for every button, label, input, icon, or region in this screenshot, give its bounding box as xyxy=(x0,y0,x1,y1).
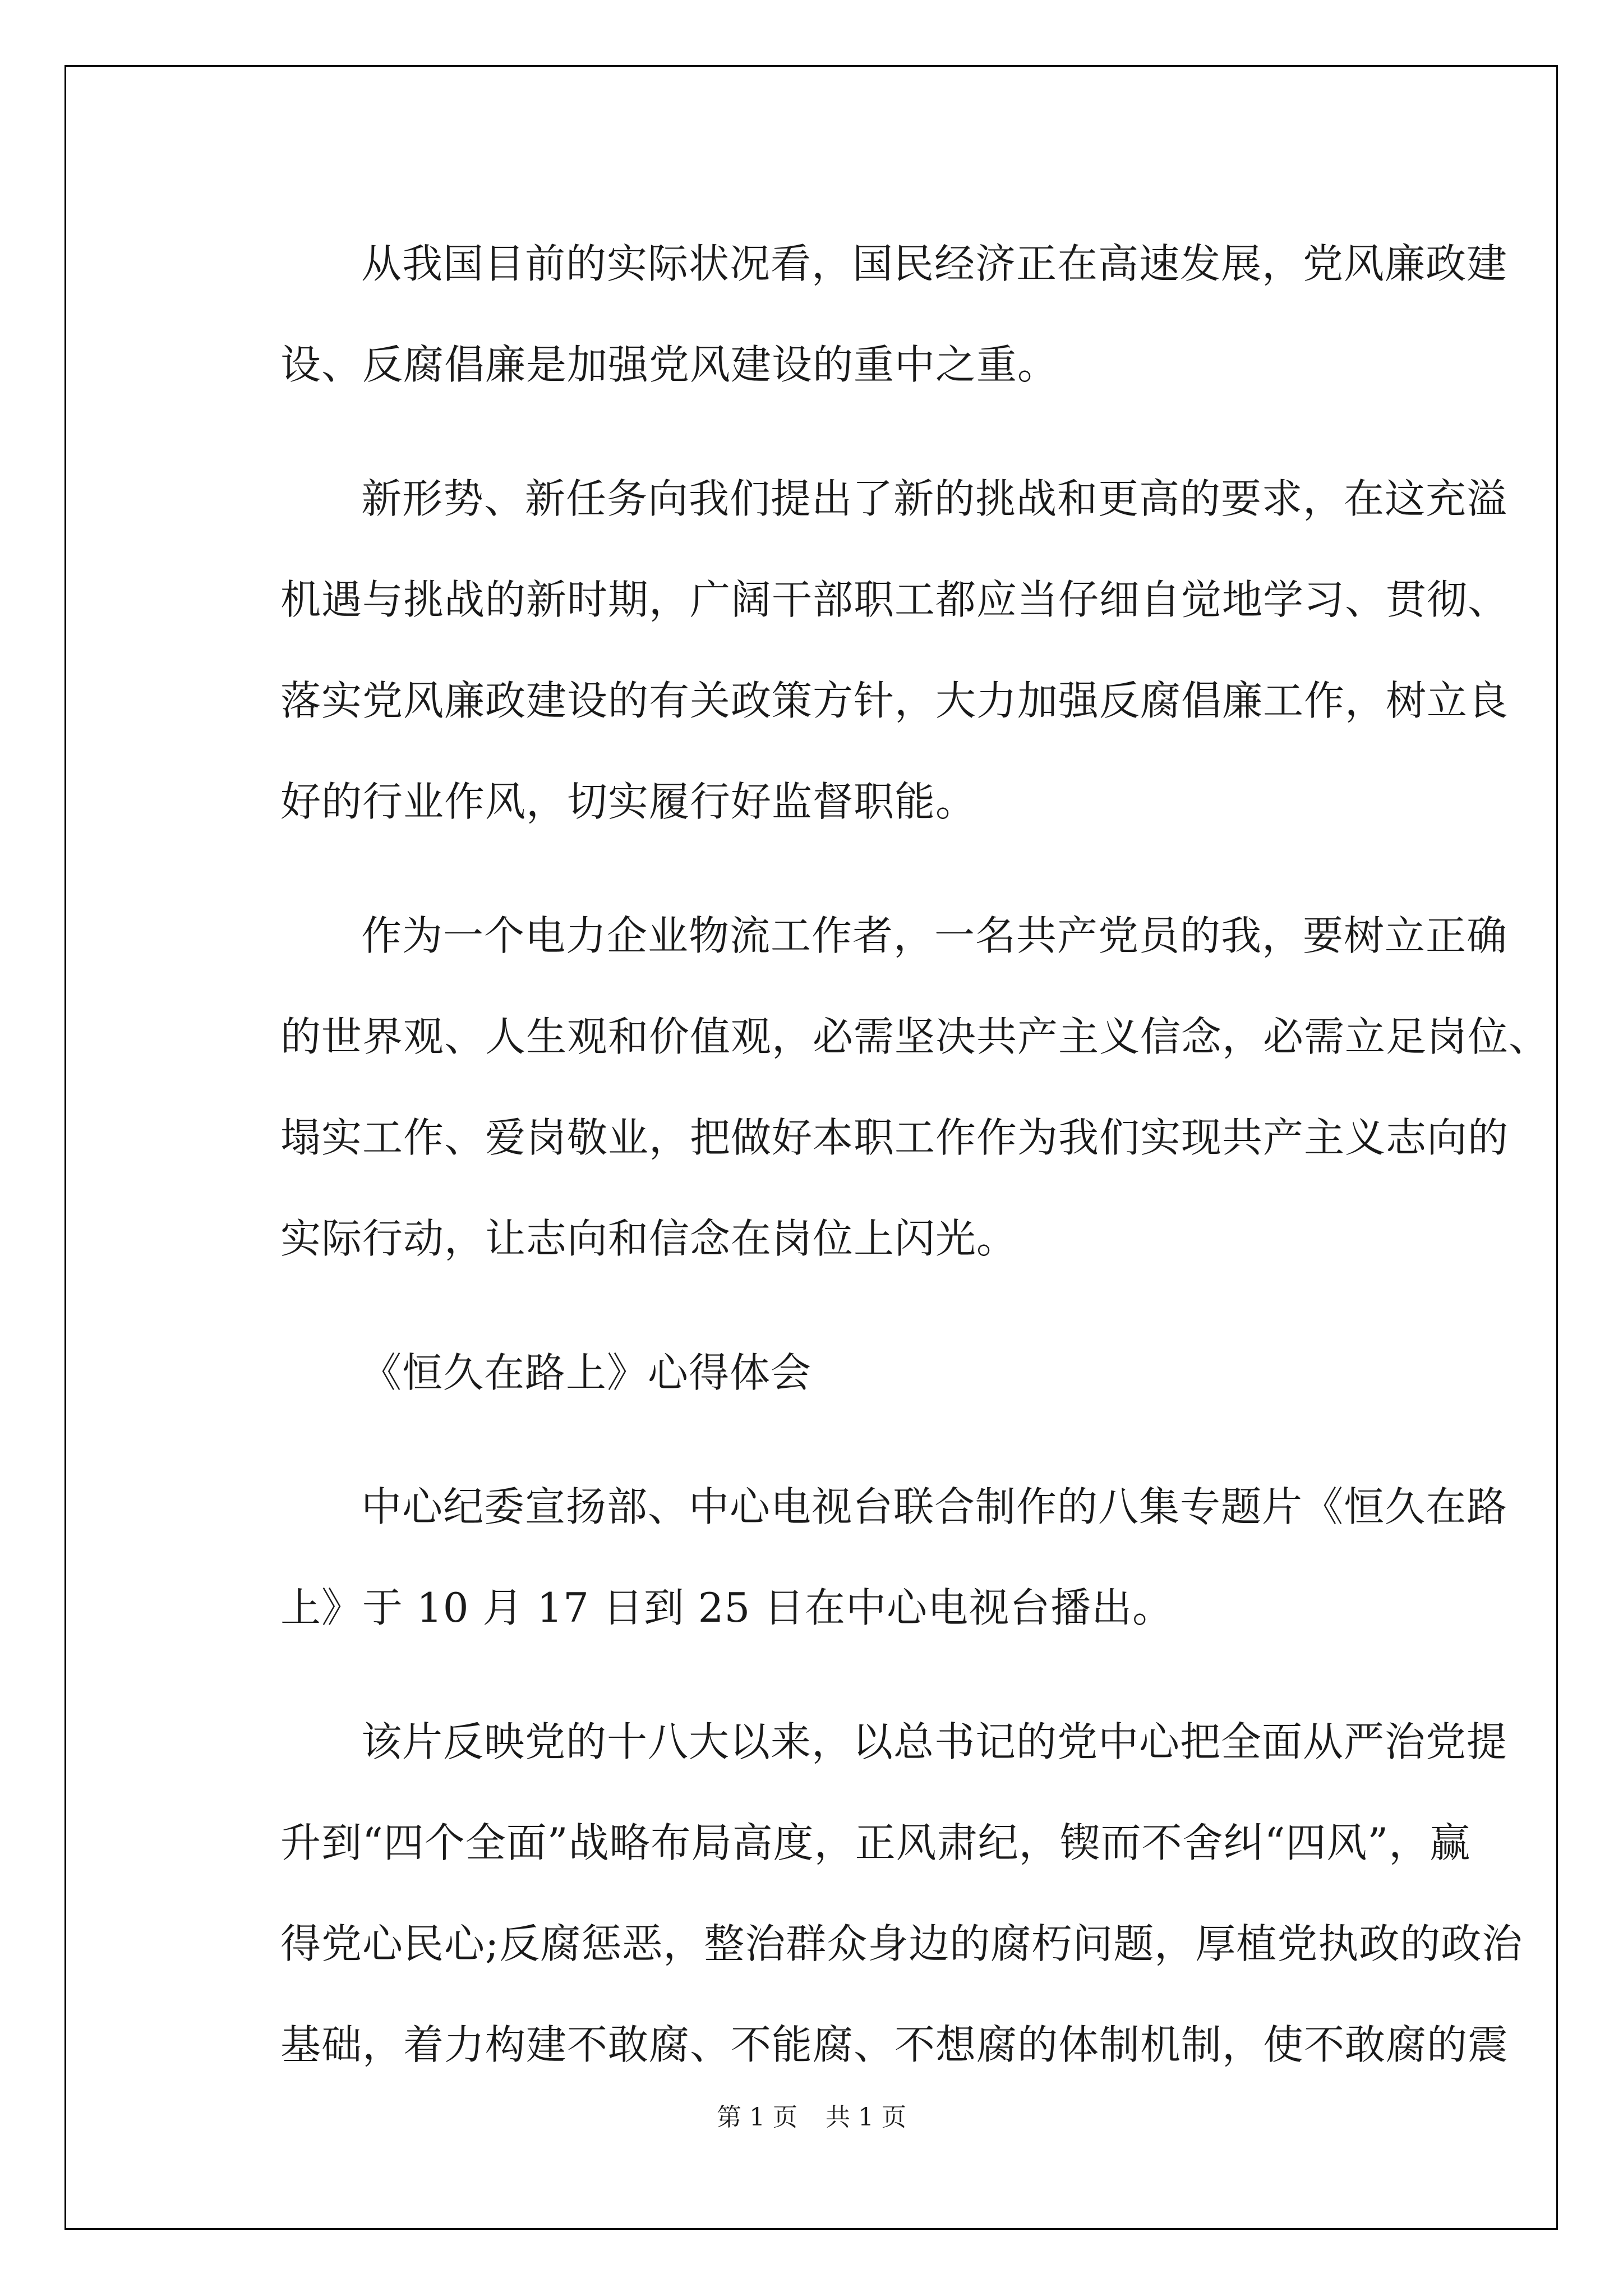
page-total: 共 1 页 xyxy=(826,2103,906,2132)
page-number: 第 1 页 xyxy=(717,2103,797,2132)
section-heading xyxy=(200,1322,1431,1423)
text-line: 从我国目前的实际状况看，国民经济正在高速发展，党风廉政建 xyxy=(361,240,1508,287)
text-line: 实际行动，让志向和信念在岗位上闪光。 xyxy=(280,1215,1018,1262)
text-line: 好的行业作风，切实履行好监督职能。 xyxy=(280,778,977,825)
paragraph-1 xyxy=(200,213,1508,415)
text-line: 基础，着力构建不敢腐、不能腐、不想腐的体制机制，使不敢腐的震 xyxy=(280,2021,1509,2068)
text-line: 该片反映党的十八大以来，以总书记的党中心把全面从严治党提 xyxy=(361,1718,1508,1765)
text-line: 塌实工作、爱岗敬业，把做好本职工作作为我们实现共产主义志向的 xyxy=(280,1114,1509,1161)
document-body xyxy=(200,213,1550,2128)
text-line: 落实党风廉政建设的有关政策方针，大力加强反腐倡廉工作，树立良 xyxy=(280,677,1509,724)
text-line: 升到“四个全面”战略布局高度，正风肃纪，锲而不舍纠“四风”，赢 xyxy=(280,1819,1471,1866)
text-line: 机遇与挑战的新时期，广阔干部职工都应当仔细自觉地学习、贯彻、 xyxy=(280,576,1509,623)
text-line: 上》于 10 月 17 日到 25 日在中心电视台播出。 xyxy=(280,1584,1174,1631)
heading-text: 《恒久在路上》心得体会 xyxy=(361,1349,812,1396)
paragraph-3 xyxy=(200,885,1550,1289)
paragraph-5 xyxy=(200,1456,1508,1658)
text-line: 的世界观、人生观和价值观，必需坚决共产主义信念，必需立足岗位、 xyxy=(280,1013,1550,1060)
paragraph-2 xyxy=(200,448,1509,852)
paragraph-6 xyxy=(200,1691,1523,2095)
text-line: 中心纪委宣扬部、中心电视台联合制作的八集专题片《恒久在路 xyxy=(361,1483,1508,1530)
text-line: 设、反腐倡廉是加强党风建设的重中之重。 xyxy=(280,341,1059,388)
text-line: 作为一个电力企业物流工作者，一名共产党员的我，要树立正确 xyxy=(361,912,1508,959)
text-line: 得党心民心;反腐惩恶，整治群众身边的腐朽问题，厚植党执政的政治 xyxy=(280,1920,1523,1967)
page-footer xyxy=(0,2097,1623,2133)
text-line: 新形势、新任务向我们提出了新的挑战和更高的要求，在这充溢 xyxy=(361,475,1508,522)
